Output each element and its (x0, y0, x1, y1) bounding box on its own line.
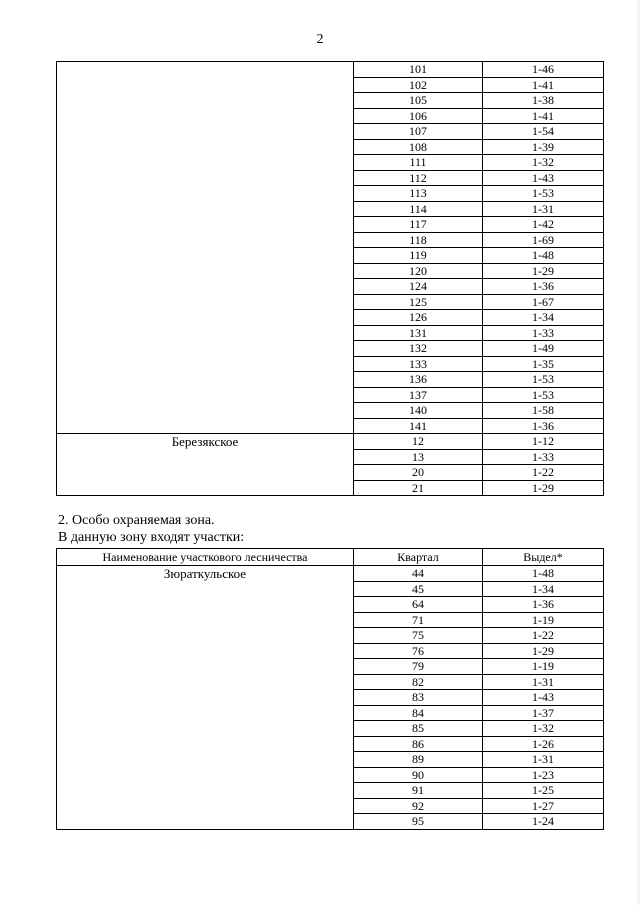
allotment-cell: 1-27 (483, 798, 604, 814)
quarter-cell: 117 (354, 217, 483, 233)
allotment-cell: 1-31 (483, 752, 604, 768)
quarter-cell: 85 (354, 721, 483, 737)
forestry-name-cell: Березякское (57, 434, 354, 496)
quarter-cell: 91 (354, 783, 483, 799)
allotment-cell: 1-22 (483, 628, 604, 644)
quarter-cell: 79 (354, 659, 483, 675)
allotment-cell: 1-31 (483, 674, 604, 690)
quarter-cell: 107 (354, 124, 483, 140)
header-forestry: Наименование участкового лесничества (57, 549, 354, 566)
quarter-cell: 113 (354, 186, 483, 202)
forestry-name-cell: Зюраткульское (57, 566, 354, 830)
quarter-cell: 133 (354, 356, 483, 372)
allotment-cell: 1-33 (483, 325, 604, 341)
allotment-cell: 1-23 (483, 767, 604, 783)
forestry-table-continued (56, 61, 604, 496)
quarter-cell: 126 (354, 310, 483, 326)
allotment-cell: 1-34 (483, 310, 604, 326)
quarter-cell: 84 (354, 705, 483, 721)
allotment-cell: 1-36 (483, 418, 604, 434)
allotment-cell: 1-33 (483, 449, 604, 465)
quarter-cell: 21 (354, 480, 483, 496)
allotment-cell: 1-69 (483, 232, 604, 248)
allotment-cell: 1-29 (483, 643, 604, 659)
quarter-cell: 119 (354, 248, 483, 264)
allotment-cell: 1-26 (483, 736, 604, 752)
allotment-cell: 1-19 (483, 612, 604, 628)
quarter-cell: 106 (354, 108, 483, 124)
allotment-cell: 1-38 (483, 93, 604, 109)
quarter-cell: 132 (354, 341, 483, 357)
quarter-cell: 86 (354, 736, 483, 752)
quarter-cell: 141 (354, 418, 483, 434)
quarter-cell: 12 (354, 434, 483, 450)
protected-zone-table (56, 548, 604, 830)
allotment-cell: 1-25 (483, 783, 604, 799)
quarter-cell: 75 (354, 628, 483, 644)
allotment-cell: 1-53 (483, 372, 604, 388)
quarter-cell: 13 (354, 449, 483, 465)
allotment-cell: 1-42 (483, 217, 604, 233)
quarter-cell: 140 (354, 403, 483, 419)
table-row (57, 434, 604, 450)
allotment-cell: 1-22 (483, 465, 604, 481)
allotment-cell: 1-35 (483, 356, 604, 372)
quarter-cell: 131 (354, 325, 483, 341)
quarter-cell: 83 (354, 690, 483, 706)
quarter-cell: 20 (354, 465, 483, 481)
allotment-cell: 1-41 (483, 108, 604, 124)
allotment-cell: 1-54 (483, 124, 604, 140)
header-allotment: Выдел* (483, 549, 604, 566)
allotment-cell: 1-12 (483, 434, 604, 450)
quarter-cell: 89 (354, 752, 483, 768)
quarter-cell: 92 (354, 798, 483, 814)
quarter-cell: 105 (354, 93, 483, 109)
quarter-cell: 90 (354, 767, 483, 783)
allotment-cell: 1-29 (483, 480, 604, 496)
allotment-cell: 1-31 (483, 201, 604, 217)
table-header-row (57, 549, 604, 566)
allotment-cell: 1-41 (483, 77, 604, 93)
allotment-cell: 1-19 (483, 659, 604, 675)
quarter-cell: 82 (354, 674, 483, 690)
quarter-cell: 111 (354, 155, 483, 171)
allotment-cell: 1-53 (483, 387, 604, 403)
quarter-cell: 125 (354, 294, 483, 310)
allotment-cell: 1-49 (483, 341, 604, 357)
table-body (57, 62, 604, 496)
allotment-cell: 1-43 (483, 170, 604, 186)
table-row (57, 62, 604, 78)
allotment-cell: 1-36 (483, 597, 604, 613)
table-row (57, 566, 604, 582)
quarter-cell: 118 (354, 232, 483, 248)
section-heading: 2. Особо охраняемая зона. (58, 513, 215, 528)
quarter-cell: 76 (354, 643, 483, 659)
allotment-cell: 1-48 (483, 248, 604, 264)
quarter-cell: 124 (354, 279, 483, 295)
quarter-cell: 102 (354, 77, 483, 93)
quarter-cell: 120 (354, 263, 483, 279)
table-body (57, 566, 604, 830)
quarter-cell: 112 (354, 170, 483, 186)
allotment-cell: 1-34 (483, 581, 604, 597)
quarter-cell: 64 (354, 597, 483, 613)
quarter-cell: 45 (354, 581, 483, 597)
quarter-cell: 114 (354, 201, 483, 217)
allotment-cell: 1-58 (483, 403, 604, 419)
quarter-cell: 108 (354, 139, 483, 155)
quarter-cell: 71 (354, 612, 483, 628)
allotment-cell: 1-53 (483, 186, 604, 202)
allotment-cell: 1-32 (483, 721, 604, 737)
allotment-cell: 1-46 (483, 62, 604, 78)
allotment-cell: 1-32 (483, 155, 604, 171)
forestry-name-cell (57, 62, 354, 434)
quarter-cell: 44 (354, 566, 483, 582)
quarter-cell: 136 (354, 372, 483, 388)
allotment-cell: 1-48 (483, 566, 604, 582)
allotment-cell: 1-67 (483, 294, 604, 310)
allotment-cell: 1-43 (483, 690, 604, 706)
page-number: 2 (316, 32, 324, 47)
section-subheading: В данную зону входят участки: (58, 530, 245, 545)
quarter-cell: 101 (354, 62, 483, 78)
allotment-cell: 1-39 (483, 139, 604, 155)
allotment-cell: 1-37 (483, 705, 604, 721)
allotment-cell: 1-36 (483, 279, 604, 295)
header-quarter: Квартал (354, 549, 483, 566)
allotment-cell: 1-29 (483, 263, 604, 279)
quarter-cell: 95 (354, 814, 483, 830)
quarter-cell: 137 (354, 387, 483, 403)
allotment-cell: 1-24 (483, 814, 604, 830)
